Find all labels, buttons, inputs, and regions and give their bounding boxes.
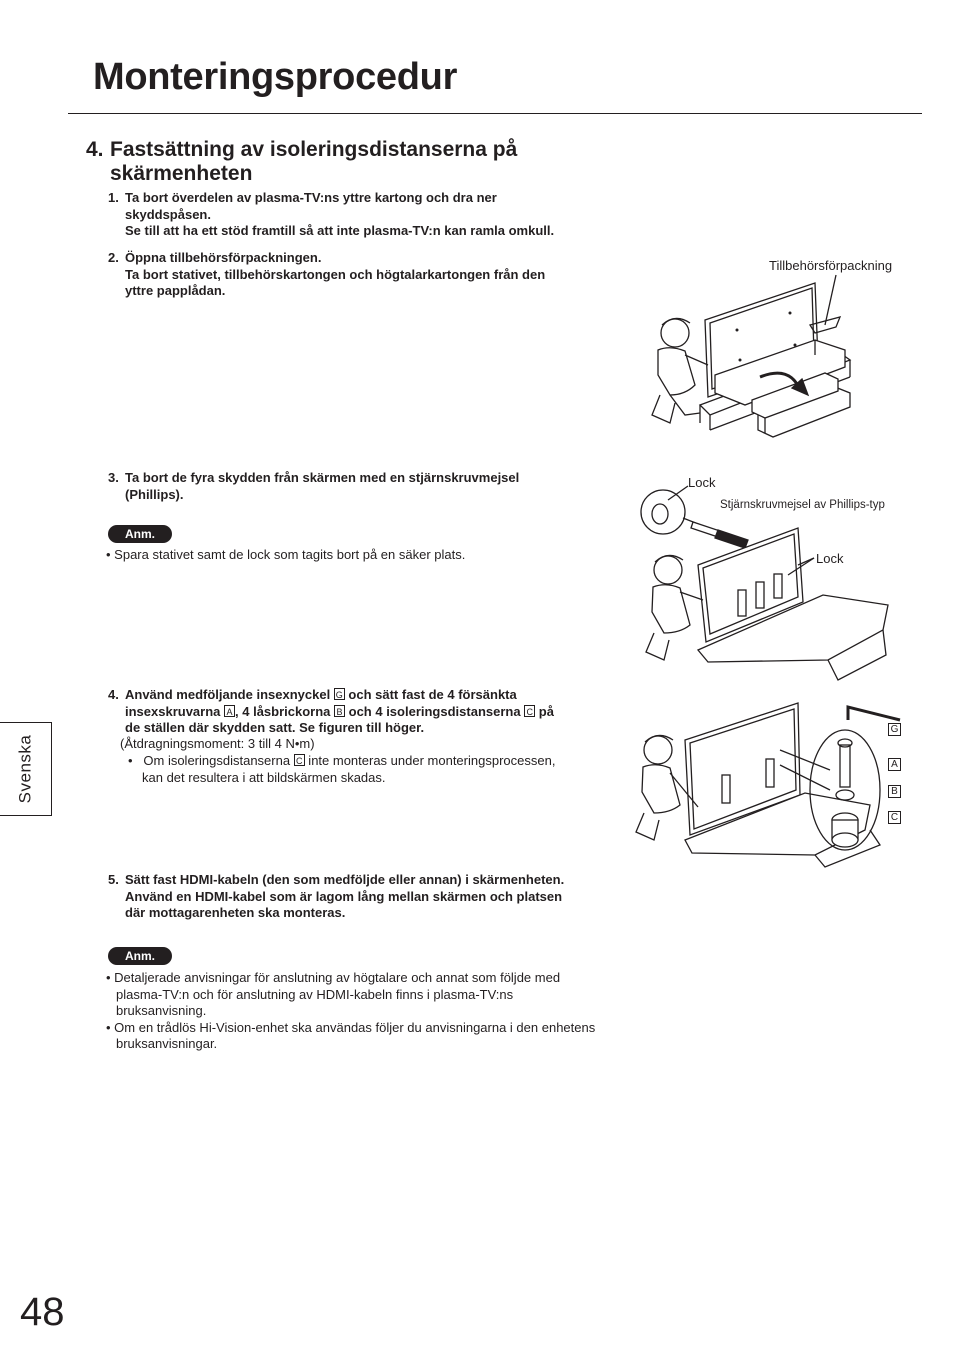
figure-label-accessory-box: Tillbehörsförpackning: [769, 258, 893, 273]
step-line: Se till att ha ett stöd framtill så att inte plasma-TV:n kan ramla omkull.: [125, 223, 555, 238]
step-line: Sätt fast HDMI-kabeln (den som medföljde eller annan) i skärmenheten.: [125, 872, 565, 887]
step-5: [108, 872, 620, 922]
step-4-bullet: [128, 753, 620, 786]
step-line: Ta bort de fyra skydden från skärmen med en stjärnskruvmejsel: [125, 470, 520, 485]
section-heading: [86, 138, 606, 186]
bullet-text: kan det resultera i att bildskärmen skadas.: [142, 769, 386, 785]
step-number: 2.: [108, 250, 119, 265]
step-line: yttre papplådan.: [125, 283, 226, 298]
note-badge: Anm.: [108, 947, 172, 965]
key-a-icon: A: [224, 705, 235, 717]
step-number: 3.: [108, 470, 119, 485]
page-number: 48: [20, 1290, 65, 1334]
language-tab: [0, 722, 52, 816]
key-g-icon: G: [335, 690, 343, 700]
note-item-text: Detaljerade anvisningar för anslutning av högtalare och annat som följde med plasma-TV:n och för anslutning av HDMI-kabeln finns i plasma-TV:ns bruksanvisning.: [114, 970, 561, 1018]
section-title-line1: Fastsättning av isoleringsdistanserna på: [110, 138, 518, 161]
key-c-icon: C: [294, 754, 305, 766]
step-line: de ställen där skydden satt. Se figuren till höger.: [125, 720, 425, 735]
figure-label-lock-right: Lock: [816, 551, 844, 566]
step-3: [108, 470, 620, 503]
note-item: • Om en trådlös Hi-Vision-enhet ska användas följer du anvisningarna i den enhetens bruksanvisningar.: [106, 1019, 596, 1051]
figure-remove-caps: [638, 470, 928, 685]
torque-spec: (Åtdragningsmoment: 3 till 4 N•m): [120, 736, 315, 751]
illustration-screwdriver: [638, 470, 928, 685]
step-number: 5.: [108, 872, 119, 887]
step-number: 1.: [108, 190, 119, 205]
language-tab-label: Svenska: [15, 734, 35, 804]
note-item-text: Om en trådlös Hi-Vision-enhet ska användas följer du anvisningarna i den enhetens bruksanvisningar.: [114, 1019, 596, 1051]
key-g-icon: G: [888, 723, 901, 736]
figure-attach-spacers: [630, 695, 925, 875]
step-text: och sätt fast de 4 försänkta: [344, 687, 517, 702]
bullet-text: Om isoleringsdistanserna: [143, 753, 294, 768]
section-number: 4.: [86, 138, 104, 161]
note-text: [106, 547, 606, 564]
bullet-text: inte monteras under monteringsprocessen,: [304, 753, 556, 768]
step-line: [108, 704, 620, 721]
step-text: Använd medföljande insexnyckel: [125, 687, 334, 702]
note-item: • Detaljerade anvisningar för anslutning av högtalare och annat som följde med plasma-TV:n och för anslutning av HDMI-kabeln finns i plasma-TV:ns bruksanvisning.: [106, 970, 561, 1018]
figure-unpacking: [640, 255, 915, 455]
step-line: (Phillips).: [125, 486, 184, 502]
figure-label-lock-top: Lock: [688, 475, 716, 490]
bullet-item: • Om isoleringsdistanserna C inte monteras under monteringsprocessen,: [128, 753, 556, 768]
illustration-hex-key-spacers: [630, 695, 925, 875]
key-b-icon: B: [888, 785, 901, 798]
key-b-icon: B: [334, 705, 345, 717]
key-c-icon: C: [888, 811, 901, 824]
page-title: Monteringsprocedur: [93, 56, 458, 98]
section-title-line2: skärmenheten: [110, 162, 253, 185]
step-text: och 4 isoleringsdistanserna: [345, 703, 525, 719]
step-4: [108, 687, 620, 737]
step-2: [108, 250, 620, 300]
key-a-icon: A: [888, 758, 901, 771]
step-text: , 4 låsbrickorna: [235, 703, 335, 719]
step-line: skyddspåsen.: [125, 206, 211, 222]
step-line: Öppna tillbehörsförpackningen.: [125, 250, 322, 265]
step-text: insexskruvarna: [125, 703, 225, 719]
note-badge: Anm.: [108, 525, 172, 543]
step-line: där mottagarenheten ska monteras.: [125, 905, 346, 920]
figure-label-screwdriver: Stjärnskruvmejsel av Phillips-typ: [720, 499, 885, 511]
step-line: Ta bort överdelen av plasma-TV:ns yttre kartong och dra ner: [125, 190, 497, 205]
step-line: [108, 687, 620, 704]
illustration-person-box: [640, 255, 915, 455]
step-number: 4.: [108, 687, 119, 702]
note-text: [106, 970, 596, 1053]
note-item: • Spara stativet samt de lock som tagits bort på en säker plats.: [106, 547, 466, 562]
note-item-text: Spara stativet samt de lock som tagits bort på en säker plats.: [114, 547, 466, 562]
step-line: Ta bort stativet, tillbehörskartongen och högtalarkartongen från den: [125, 266, 546, 282]
key-c-icon: C: [524, 705, 535, 717]
step-1: [108, 190, 620, 240]
step-line: Använd en HDMI-kabel som är lagom lång mellan skärmen och platsen: [125, 888, 563, 904]
step-text: på: [535, 703, 554, 719]
title-rule: [68, 113, 922, 114]
